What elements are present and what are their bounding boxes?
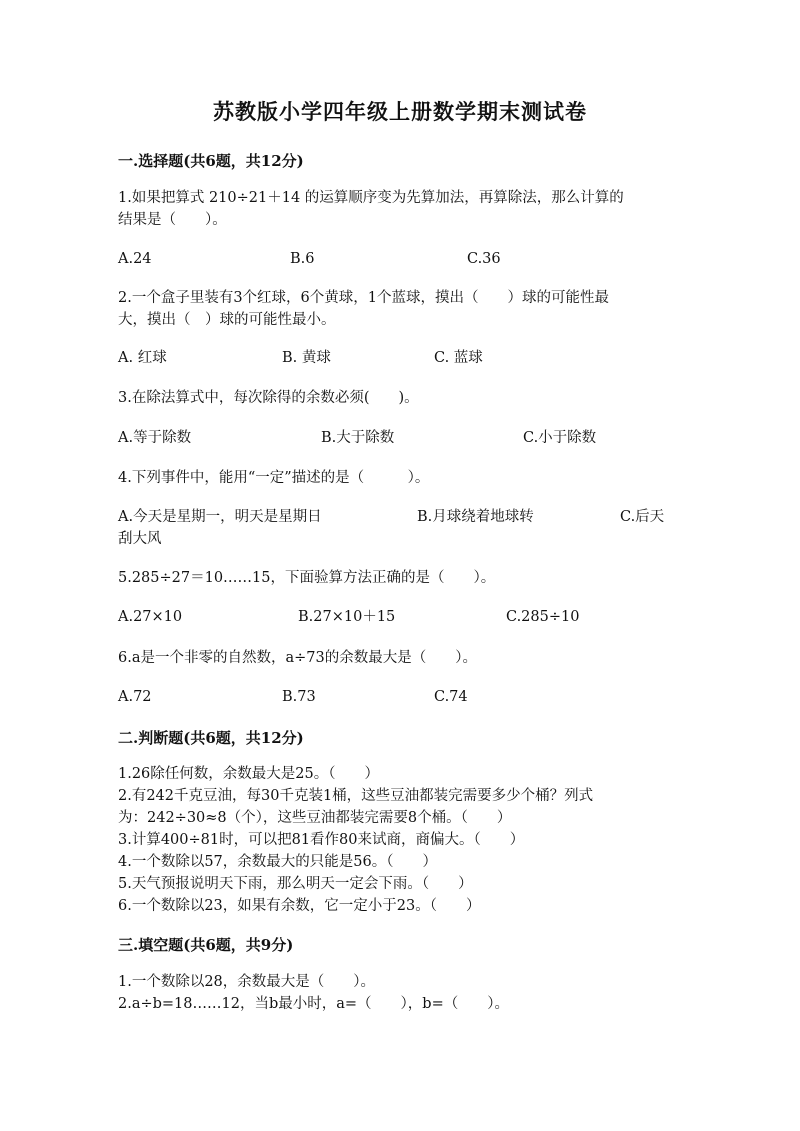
option-b: B.6	[290, 251, 315, 267]
option-c: C.小于除数	[523, 430, 597, 446]
judgment-item: 2.有242千克豆油，每30千克装1桶，这些豆油都装完需要多少个桶？列式	[118, 788, 594, 804]
option-b: B.27×10＋15	[298, 609, 396, 625]
fill-blank-item: 1.一个数除以28，余数最大是（ ）。	[118, 974, 376, 990]
judgment-item: 4.一个数除以57，余数最大的只能是56。（ ）	[118, 854, 437, 870]
question-text: 3.在除法算式中，每次除得的余数必须( )。	[118, 390, 419, 406]
question-text: 5.285÷27＝10……15，下面验算方法正确的是（ ）。	[118, 570, 496, 586]
option-a: A. 红球	[118, 350, 167, 366]
option-c: C.74	[434, 689, 468, 705]
option-c: C.285÷10	[506, 609, 580, 625]
question-text: 结果是（ ）。	[118, 212, 227, 228]
judgment-item: 3.计算400÷81时，可以把81看作80来试商，商偏大。（ ）	[118, 832, 525, 848]
option-b: B.大于除数	[321, 430, 395, 446]
option-a: A.24	[118, 251, 152, 267]
section-heading-true-false: 二.判断题(共6题，共12分)	[118, 729, 304, 747]
option-b: B. 黄球	[282, 350, 331, 366]
question-text: 4.下列事件中，能用“一定”描述的是（ ）。	[118, 470, 430, 486]
section-heading-choice: 一.选择题(共6题，共12分)	[118, 152, 304, 170]
judgment-item: 1.26除任何数，余数最大是25。（ ）	[118, 766, 379, 782]
option-a: A.27×10	[118, 609, 183, 625]
option-a: A.72	[118, 689, 152, 705]
judgment-item: 6.一个数除以23，如果有余数，它一定小于23。（ ）	[118, 898, 481, 914]
judgment-item: 为：242÷30≈8（个），这些豆油都装完需要8个桶。（ ）	[118, 810, 512, 826]
section-heading-fill-blank: 三.填空题(共6题，共9分)	[118, 936, 294, 954]
option-c-continuation: 刮大风	[118, 531, 162, 547]
question-text: 6.a是一个非零的自然数，a÷73的余数最大是（ ）。	[118, 650, 477, 666]
option-a: A.等于除数	[118, 430, 192, 446]
option-b: B.73	[282, 689, 316, 705]
option-c: C.36	[467, 251, 501, 267]
fill-blank-item: 2.a÷b=18……12，当b最小时，a=（ ），b=（ ）。	[118, 996, 509, 1012]
judgment-item: 5.天气预报说明天下雨，那么明天一定会下雨。（ ）	[118, 876, 473, 892]
question-text: 大，摸出（ ）球的可能性最小。	[118, 312, 336, 328]
option-a: A.今天是星期一，明天是星期日	[118, 509, 322, 525]
question-text: 1.如果把算式 210÷21＋14 的运算顺序变为先算加法，再算除法，那么计算的	[118, 190, 624, 206]
page-title: 苏教版小学四年级上册数学期末测试卷	[213, 99, 587, 124]
option-c: C.后天	[620, 509, 665, 525]
option-c: C. 蓝球	[434, 350, 483, 366]
option-b: B.月球绕着地球转	[417, 509, 534, 525]
question-text: 2.一个盒子里装有3个红球，6个黄球，1个蓝球，摸出（ ）球的可能性最	[118, 290, 610, 306]
